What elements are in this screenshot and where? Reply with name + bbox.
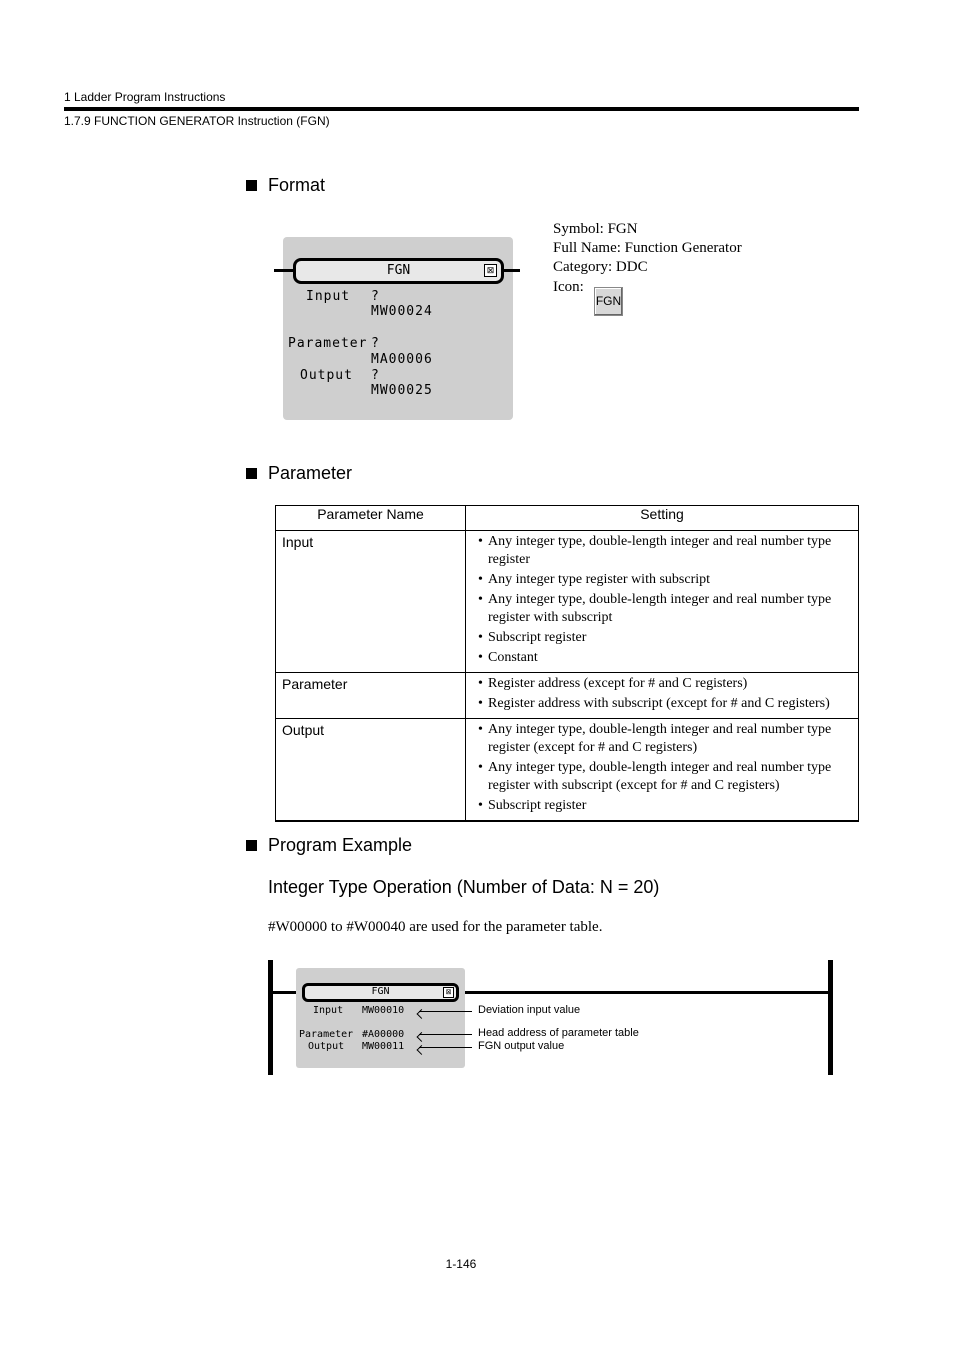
header-rule — [64, 107, 859, 111]
right-power-rail — [828, 960, 833, 1075]
full-name-text: Full Name: Function Generator — [553, 240, 742, 256]
block-parameter-q: ? — [371, 336, 380, 351]
arrow-icon — [419, 1047, 472, 1048]
table-row — [276, 531, 859, 673]
parameter-table — [275, 505, 859, 822]
param-settings — [466, 531, 859, 673]
param-name: Parameter — [276, 673, 466, 719]
annotation-output: FGN output value — [478, 1040, 565, 1052]
square-bullet-icon — [246, 468, 257, 479]
section-header: 1.7.9 FUNCTION GENERATOR Instruction (FGN) — [64, 114, 330, 128]
chapter-header: 1 Ladder Program Instructions — [64, 90, 226, 104]
fgn-block-title: FGN — [386, 263, 411, 278]
example-parameter-label: Parameter — [299, 1029, 354, 1040]
square-bullet-icon — [246, 180, 257, 191]
setting-item: • Any integer type, double-length integer and real number type register with subscript (except for # and C registers) — [478, 759, 848, 795]
arrow-icon — [419, 1011, 472, 1012]
setting-item: • Subscript register — [478, 797, 848, 815]
example-input-label: Input — [313, 1005, 344, 1016]
category-text: Category: DDC — [553, 259, 648, 275]
left-power-rail — [268, 960, 273, 1075]
left-wire — [274, 269, 294, 272]
table-row — [276, 719, 859, 822]
example-subheading: Integer Type Operation (Number of Data: N = 20) — [268, 877, 660, 897]
square-bullet-icon — [246, 840, 257, 851]
param-settings — [466, 719, 859, 822]
setting-item: • Any integer type, double-length integer and real number type register (except for # and C registers) — [478, 721, 848, 757]
example-input-value: MW00010 — [362, 1005, 405, 1016]
fgn-icon: FGN — [594, 287, 623, 316]
setting-item: • Any integer type register with subscript — [478, 571, 848, 589]
setting-item: • Any integer type, double-length integer and real number type register — [478, 533, 848, 569]
example-output-value: MW00011 — [362, 1041, 405, 1052]
graph-icon: ⊠ — [443, 987, 454, 998]
table-header-row — [276, 506, 859, 531]
graph-icon: ⊠ — [484, 264, 497, 277]
annotation-input: Deviation input value — [478, 1004, 581, 1016]
column-header: Setting — [466, 506, 859, 531]
arrow-icon — [419, 1034, 472, 1035]
annotation-parameter: Head address of parameter table — [478, 1027, 639, 1039]
column-header: Parameter Name — [276, 506, 466, 531]
table-row — [276, 673, 859, 719]
setting-item: • Register address with subscript (except for # and C registers) — [478, 695, 848, 713]
setting-item: • Subscript register — [478, 629, 848, 647]
page-number: 1-146 — [445, 1257, 477, 1271]
block-parameter-value: MA00006 — [371, 352, 433, 367]
setting-item: • Any integer type, double-length integer and real number type register with subscript — [478, 591, 848, 627]
format-heading: Format — [246, 175, 325, 196]
setting-item: • Register address (except for # and C registers) — [478, 675, 848, 693]
fgn-block-header — [293, 258, 504, 284]
example-description: #W00000 to #W00040 are used for the parameter table. — [268, 919, 603, 935]
setting-item: • Constant — [478, 649, 848, 667]
block-input-value: MW00024 — [371, 304, 433, 319]
icon-label: Icon: — [553, 279, 584, 295]
block-parameter-label: Parameter — [288, 336, 368, 351]
block-output-q: ? — [371, 368, 380, 383]
example-right-wire — [458, 991, 829, 994]
param-settings — [466, 673, 859, 719]
symbol-text: Symbol: FGN — [553, 221, 638, 237]
param-name: Output — [276, 719, 466, 822]
right-wire — [503, 269, 520, 272]
block-input-label: Input — [306, 289, 351, 304]
example-fgn-title: FGN — [371, 986, 390, 997]
example-fgn-block-header — [302, 983, 459, 1002]
param-name: Input — [276, 531, 466, 673]
program-example-heading: Program Example — [246, 835, 412, 856]
example-parameter-value: #A00000 — [362, 1029, 405, 1040]
block-output-value: MW00025 — [371, 383, 433, 398]
block-output-label: Output — [300, 368, 353, 383]
block-input-q: ? — [371, 289, 380, 304]
parameter-heading: Parameter — [246, 463, 352, 484]
example-output-label: Output — [308, 1041, 345, 1052]
